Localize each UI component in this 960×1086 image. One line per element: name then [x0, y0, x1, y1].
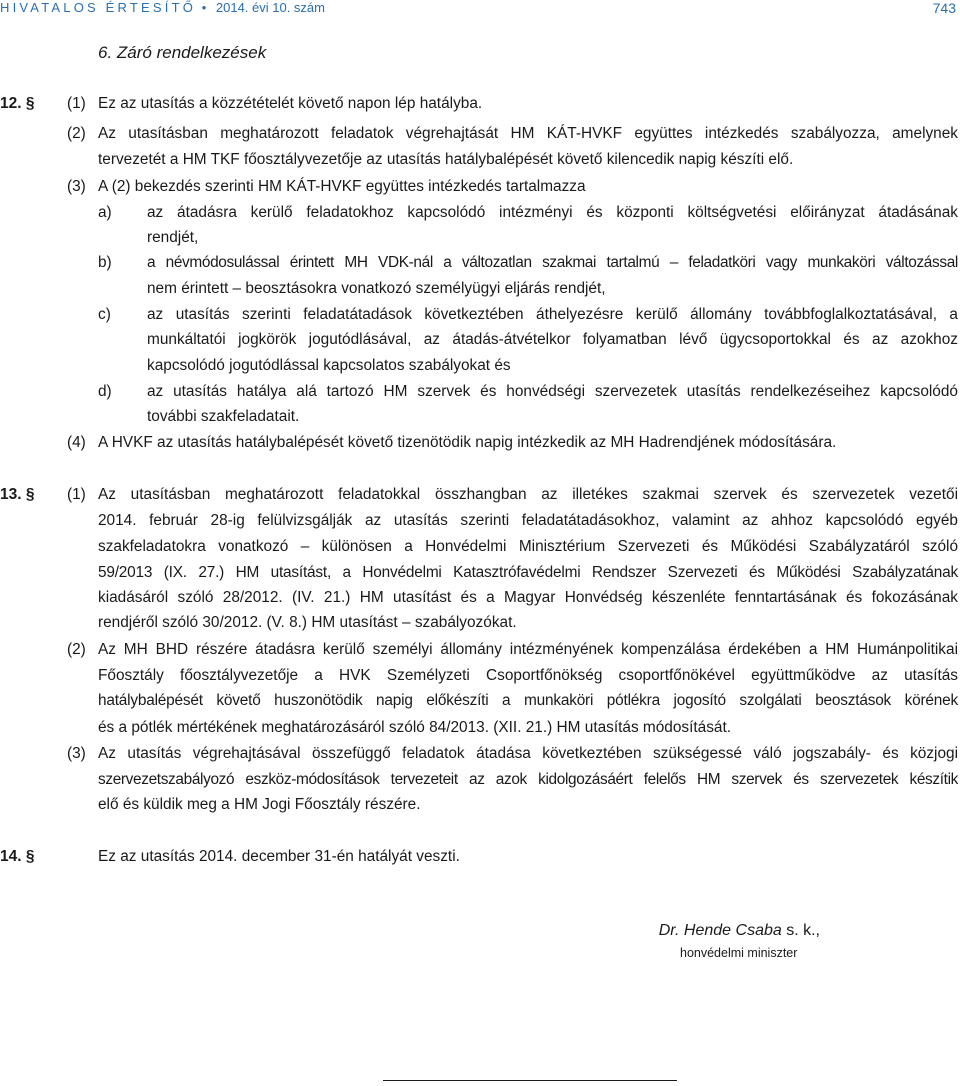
- s12-p3-intro: A (2) bekezdés szerinti HM KÁT-HVKF együttes intézkedés tartalmazza: [98, 178, 586, 195]
- s12-p3-item-a-line-2: rendjét,: [147, 229, 199, 246]
- s12-p3-item-d-line-2: további szakfeladatait.: [147, 408, 300, 425]
- page-header: [0, 0, 960, 22]
- s12-p2-line-1: Az utasításban meghatározott feladatok végrehajtását HM KÁT-HVKF együttes intézkedés szabályozza, amelynek: [98, 125, 958, 142]
- s12-p3-item-a-line-1: az átadásra kerülő feladatokhoz kapcsolódó intézményi és központi költségvetési előirányzat átadásának: [147, 204, 958, 221]
- s13-p1-line-1: Az utasításban meghatározott feladatokkal összhangban az illetékes szakmai szervek és szervezetek vezetői: [98, 486, 958, 503]
- signatory-name: Dr. Hende Csaba: [658, 922, 782, 939]
- s12-p3-item-c-line-2: munkáltatói jogkörök jogutódlásával, az átadás-átvételkor folyamatban lévő ügycsoportokkal és az azokhoz: [147, 331, 958, 348]
- header-bullet: •: [201, 0, 207, 15]
- footer-rule: [383, 1080, 677, 1081]
- s13-p1-line-2: 2014. február 28-ig felülvizsgálják az utasítás szerinti feladatátadásokhoz, valamint az ahhoz kapcsolódó egyéb: [98, 512, 958, 529]
- s13-p3-line-1: Az utasítás végrehajtásával összefüggő feladatok átadása következtében szükségessé váló jogszabály- és közjogi: [98, 745, 958, 762]
- s12-p2-num: (2): [67, 125, 86, 142]
- issue-label: 2014. évi 10. szám: [215, 0, 325, 15]
- signature: [659, 922, 820, 940]
- s12-p3-item-c-line-1: az utasítás szerinti feladatátadások következtében áthelyezésre kerülő állomány továbbfoglalkoztatásával, a: [147, 306, 958, 323]
- s13-p3-num: (3): [67, 745, 86, 762]
- s13-p3-line-2: szervezetszabályozó eszköz-módosítások tervezeteit az azok kidolgozásáért felelős HM szervek és szervezetek készítik: [98, 771, 958, 788]
- section-number-13: 13. §: [0, 486, 35, 503]
- s13-p2-num: (2): [67, 641, 86, 658]
- s12-p3-item-c-label: c): [98, 306, 111, 323]
- s12-p3-item-c-line-3: kapcsolódó jogutódlással kapcsolatos szabályokat és: [147, 357, 511, 374]
- s12-p4-text: A HVKF az utasítás hatálybalépését követő tizenötödik napig intézkedik az MH Hadrendjének módosítására.: [98, 434, 837, 451]
- signatory-suffix: s. k.,: [781, 922, 820, 939]
- publication-name: HIVATALOS ÉRTESÍTŐ: [0, 0, 197, 15]
- s12-p3-item-b-line-1: a névmódosulással érintett MH VDK-nál a változatlan szakmai tartalmú – feladatköri vagy munkaköri változással: [147, 254, 958, 271]
- section-number-12: 12. §: [0, 95, 35, 112]
- s12-p2-line-2: tervezetét a HM TKF főosztályvezetője az utasítás hatálybalépését követő kilencedik napig készíti elő.: [98, 151, 794, 168]
- s13-p2-line-1: Az MH BHD részére átadásra kerülő személyi állomány intézményének kompenzálása érdekében a HM Humánpolitikai: [98, 641, 958, 658]
- s12-p3-item-d-label: d): [98, 383, 112, 400]
- s13-p2-line-4: és a pótlék mértékének meghatározásáról szóló 84/2013. (XII. 21.) HM utasítás módosítását.: [98, 719, 732, 736]
- s13-p1-line-4: 59/2013 (IX. 27.) HM utasítást, a Honvédelmi Katasztrófavédelmi Rendszer Szervezeti és Működési Szabályzatának: [98, 564, 958, 581]
- s12-p3-item-d-line-1: az utasítás hatálya alá tartozó HM szervek és honvédségi szervezetek utasítás rendelkezéseihez kapcsolódó: [147, 383, 958, 400]
- s12-p3-item-b-line-2: nem érintett – beosztásokra vonatkozó személyügyi eljárás rendjét,: [147, 280, 606, 297]
- s12-p3-item-b-label: b): [98, 254, 112, 271]
- s12-p1-text: Ez az utasítás a közzétételét követő napon lép hatályba.: [98, 95, 483, 112]
- s12-p3-num: (3): [67, 178, 86, 195]
- s13-p2-line-2: Főosztály főosztályvezetője a HVK Személyzeti Csoportfőnökség csoportfőnökével együttműködve az utasítás: [98, 667, 958, 684]
- chapter-title: 6. Záró rendelkezések: [98, 43, 267, 62]
- header-left: [0, 0, 325, 15]
- signatory-title: honvédelmi miniszter: [680, 946, 798, 960]
- s13-p1-line-6: rendjéről szóló 30/2012. (V. 8.) HM utasítást – szabályozókat.: [98, 614, 517, 631]
- s12-p3-item-a-label: a): [98, 204, 112, 221]
- s13-p2-line-3: hatálybalépését követő huszonötödik napig előkészíti a munkaköri pótlékra jogosító szolgálati beosztások körének: [98, 692, 958, 709]
- s13-p1-line-5: kiadásáról szóló 28/2012. (IV. 21.) HM utasítást és a Magyar Honvédség készenléte fenntartásának és fokozásának: [98, 589, 958, 606]
- s12-p1-num: (1): [67, 95, 86, 112]
- page-number: 743: [932, 0, 956, 16]
- section-number-14: 14. §: [0, 848, 35, 865]
- s13-p1-line-3: szakfeladatokra vonatkozó – különösen a Honvédelmi Minisztérium Szervezeti és Működési Szabályzatáról szóló: [98, 538, 958, 555]
- s13-p1-num: (1): [67, 486, 86, 503]
- s13-p3-line-3: elő és küldik meg a HM Jogi Főosztály részére.: [98, 796, 421, 813]
- s12-p4-num: (4): [67, 434, 86, 451]
- s14-text: Ez az utasítás 2014. december 31-én hatályát veszti.: [98, 848, 460, 865]
